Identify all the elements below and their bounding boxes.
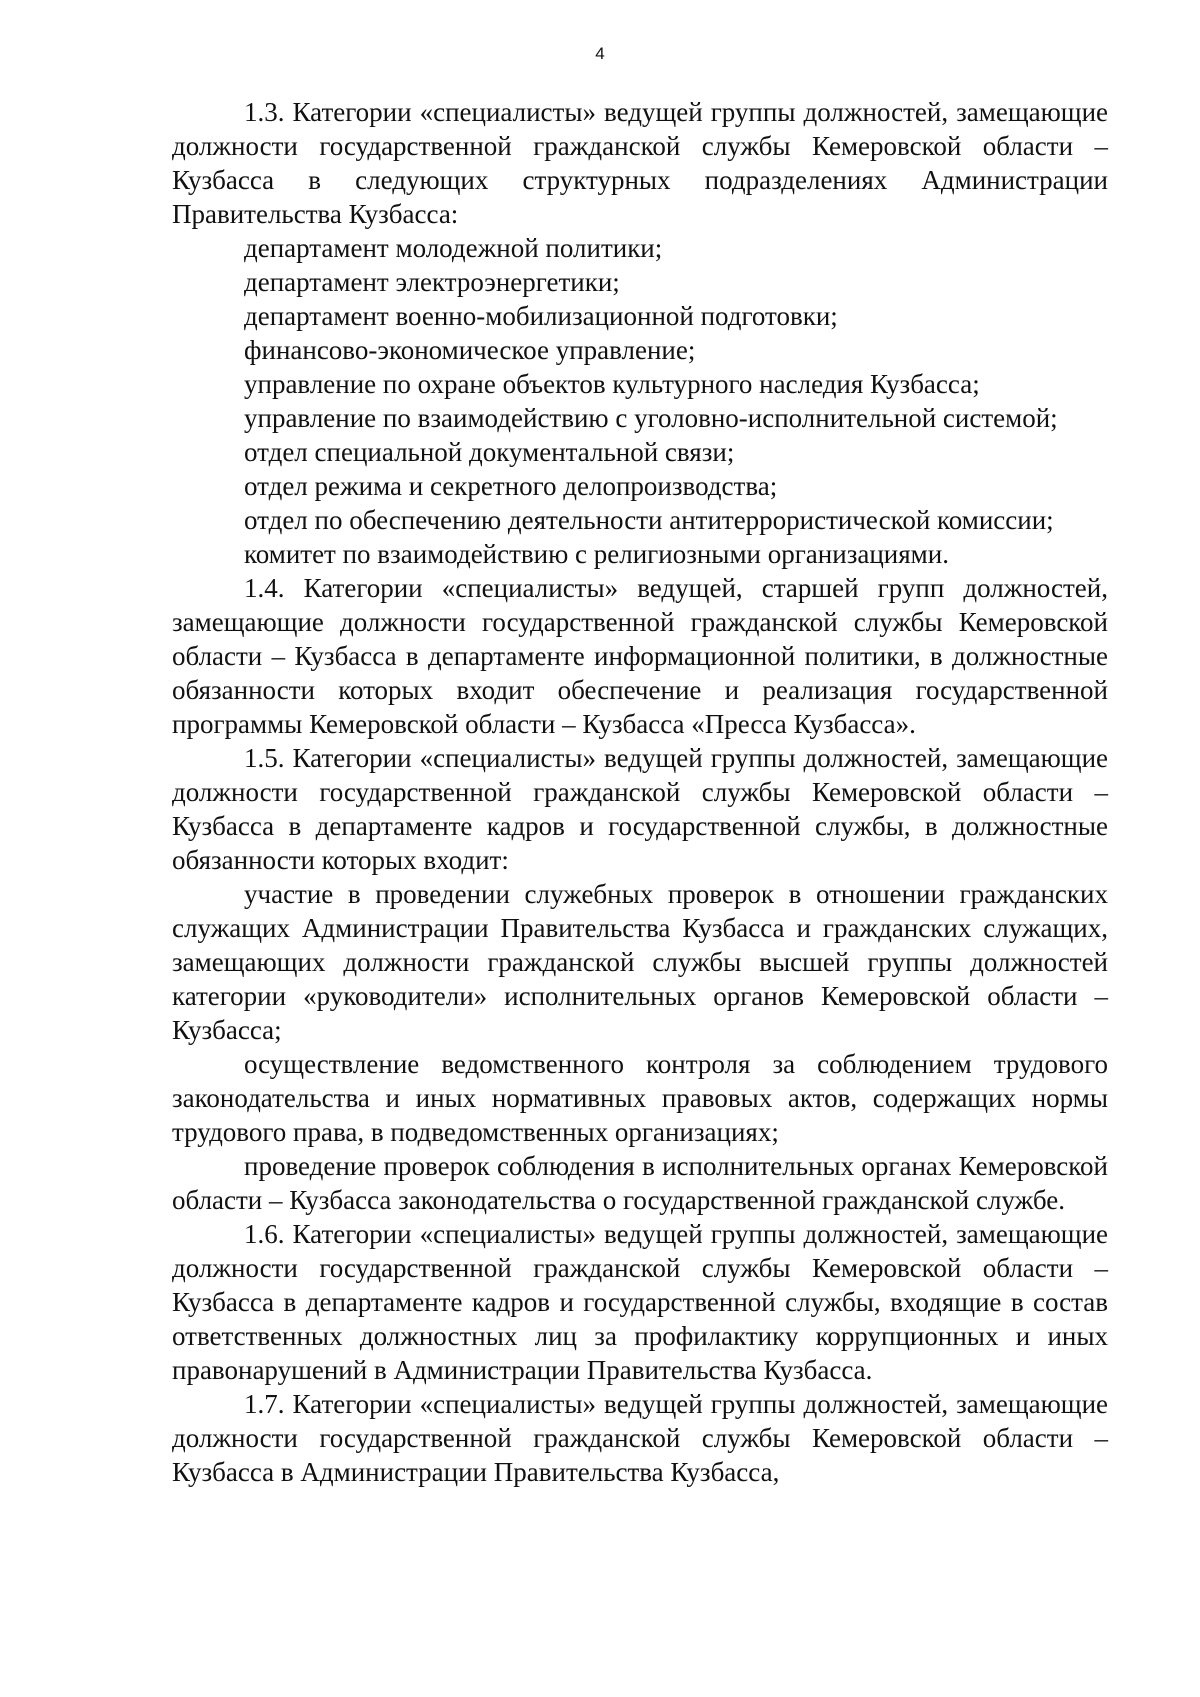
section-1-4: 1.4. Категории «специалисты» ведущей, старшей групп должностей, замещающие должности государственной гражданской службы Кемеровской области – Кузбасса в департаменте информационной политики, в должностные обязанности которых входит обеспечение и реализация государственной программы Кемеровской области – Кузбасса «Пресса Кузбасса». [172,573,1108,739]
section-1-5-duty: осуществление ведомственного контроля за соблюдением трудового законодательства и иных нормативных правовых актов, содержащих нормы трудового права, в подведомственных организациях; [172,1049,1108,1147]
list-item: отдел специальной документальной связи; [244,437,735,467]
section-1-3-intro: 1.3. Категории «специалисты» ведущей группы должностей, замещающие должности государственной гражданской службы Кемеровской области – Кузбасса в следующих структурных подразделениях Администрации Правительства Кузбасса: [172,97,1108,229]
list-item: департамент военно-мобилизационной подготовки; [244,301,838,331]
section-1-7: 1.7. Категории «специалисты» ведущей группы должностей, замещающие должности государственной гражданской службы Кемеровской области – Кузбасса в Администрации Правительства Кузбасса, [172,1389,1108,1487]
list-item: управление по взаимодействию с уголовно-исполнительной системой; [244,403,1058,433]
section-1-5-duty: проведение проверок соблюдения в исполнительных органах Кемеровской области – Кузбасса законодательства о государственной гражданской службе. [172,1151,1108,1215]
list-item: управление по охране объектов культурного наследия Кузбасса; [244,369,980,399]
list-item: отдел режима и секретного делопроизводства; [244,471,778,501]
page-number: 4 [595,44,605,63]
list-item: департамент электроэнергетики; [244,267,620,297]
list-item: отдел по обеспечению деятельности антитеррористической комиссии; [244,505,1054,535]
list-item: департамент молодежной политики; [244,233,663,263]
section-1-6: 1.6. Категории «специалисты» ведущей группы должностей, замещающие должности государственной гражданской службы Кемеровской области – Кузбасса в департаменте кадров и государственной службы, входящие в состав ответственных должностных лиц за профилактику коррупционных и иных правонарушений в Администрации Правительства Кузбасса. [172,1219,1108,1385]
list-item: финансово-экономическое управление; [244,335,696,365]
section-1-5-duty: участие в проведении служебных проверок в отношении гражданских служащих Администрации Правительства Кузбасса и гражданских служащих, замещающих должности гражданской службы высшей группы должностей категории «руководители» исполнительных органов Кемеровской области – Кузбасса; [172,879,1108,1045]
section-1-5-intro: 1.5. Категории «специалисты» ведущей группы должностей, замещающие должности государственной гражданской службы Кемеровской области – Кузбасса в департаменте кадров и государственной службы, в должностные обязанности которых входит: [172,743,1108,875]
document-body [172,95,1108,1489]
list-item: комитет по взаимодействию с религиозными организациями. [244,539,949,569]
